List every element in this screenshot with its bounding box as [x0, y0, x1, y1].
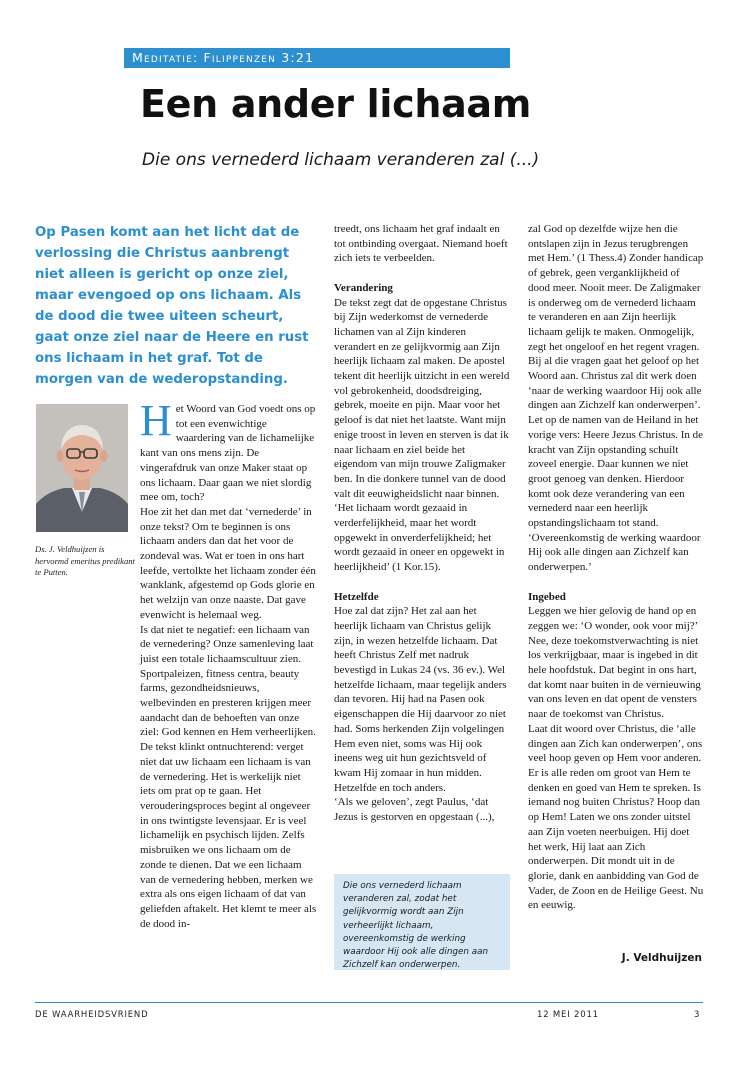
footer-publication: DE WAARHEIDSVRIEND [35, 1010, 149, 1020]
footer-rule [35, 1002, 703, 1003]
section-kicker: Meditatie: Filippenzen 3:21 [124, 48, 510, 68]
body-paragraph: zal God op dezelfde wijze hen die ontslapen zijn in Jezus terugbrengen met Hem.’ (1 Thess.4) Zonder handicap of gebrek, geen verganklijkheid of dood meer. Nooit meer. De Zaligmaker is onderweg om de vernederd lichaam te veranderen en aan Zijn heerlijk lichaam gelijk te maken. Onmogelijk, zegt het ongeloof en het regent vragen. Bij al die vragen gaat het geloof op het Woord aan. Christus zal dit werk doen ‘naar de werking waardoor Hij ook alle dingen aan Zichzelf kan onderwerpen’. Let op de namen van de Heiland in het vorige vers: Heere Jezus Christus. In de kracht van Zijn opstanding schuilt zoveel energie. Daar kunnen we niet groot genoeg van denken. Hierdoor komt ook deze verandering van een vernederd naar een heerlijk opstandingslichaam tot stand. ‘Overeenkomstig de werking waardoor Hij ook alle dingen aan Zichzelf kan onderwerpen.’ [528, 223, 704, 574]
author-signature: J. Veldhuijzen [621, 952, 702, 964]
drop-cap: H [140, 396, 172, 445]
article-column-3 [528, 222, 704, 913]
body-paragraph: Leggen we hier gelovig de hand op en zeggen we: ‘O wonder, ook voor mij?’ Nee, deze toekomstverwachting is niet los verkrijgbaar, maar is ingebed in dit hele hoofdstuk. Dat begint in ons hart, dat komt naar buiten in de vernieuwing van ons leven en dat opent de vensters naar de toekomst van Christus. [528, 605, 701, 721]
page-number: 3 [694, 1010, 701, 1020]
author-photo [36, 404, 128, 532]
subheading-verandering: Verandering [334, 281, 393, 294]
body-paragraph: Hoe zit het dan met dat ‘vernederde’ in onze tekst? Om te beginnen is ons lichaam anders dan dat het voor de zondeval was. Wat er toen in ons hart leefde, vertolkte het lichaam zonder één wanklank, afgestemd op Gods glorie en het welzijn van onze naaste. Dat gave evenwicht is helemaal weg. [140, 505, 316, 621]
subheading-hetzelfde: Hetzelfde [334, 590, 379, 603]
opening-text: et Woord van God voedt ons op tot een evenwichtige waardering van de lichamelijke kant van ons mens zijn. De vingerafdruk van onze Maker staat op ons lichaam. Daar gaan we niet slordig mee om, toch? [140, 403, 316, 504]
paragraph-spacer [334, 266, 510, 281]
footer-date: 12 MEI 2011 [537, 1010, 599, 1020]
lead-paragraph: Op Pasen komt aan het licht dat de verlossing die Christus aanbrengt niet alleen is gericht op onze ziel, maar evengoed op ons lichaam. Als de dood die twee uiteen scheurt, gaat onze ziel naar de Heere en rust ons lichaam in het graf. Tot de morgen van de wederopstanding. [35, 225, 309, 387]
photo-caption: Ds. J. Veldhuijzen is hervormd emeritus predikant te Putten. [35, 544, 135, 577]
body-paragraph: ‘Als we geloven’, zegt Paulus, ‘dat Jezus is gestorven en opgestaan (...), [334, 796, 495, 824]
body-paragraph: De tekst zegt dat de opgestane Christus bij Zijn wederkomst de vernederde lichamen van al Zijn kinderen verandert en ze gelijkvormig aan Zijn heerlijk lichaam zal maken. De apostel tekent dit heerlijk uitzicht in een wereld vol gebrokenheid, doodsdreiging, gebrek, moeite en pijn. Maar voor het geloof is dat niet het laatste. Want mijn enige troost in leven en sterven is dat ik naar lichaam en ziel beide het eigendom van mijn trouwe Zaligmaker ben. In die donkere tunnel van de dood valt dit eeuwigheidslicht naar binnen. ‘Het lichaam wordt gezaaid in verderfelijkheid, maar het wordt opgewekt in onverderfelijkheid; het wordt gezaaid in oneer en opgewekt in heerlijkheid’ (1 Kor.15). [334, 296, 510, 574]
author-portrait-illustration [36, 404, 128, 532]
article-title: Een ander lichaam [140, 82, 532, 126]
body-paragraph: Hoe zal dat zijn? Het zal aan het heerlijk lichaam van Christus gelijk zijn, in wezen hetzelfde lichaam. Dat heeft Christus Zelf met nadruk bevestigd in Lukas 24 (vs. 36 ev.). Wel hetzelfde lichaam, maar tegelijk anders dan tevoren. Hij had na Pasen ook eigenschappen die Hij daarvoor zo niet had. Soms herkenden Zijn volgelingen Hem even niet, soms was Hij ook ineens weg uit hun gezichtsveld of kwam Hij zomaar in hun midden. Hetzelfde en toch anders. [334, 605, 507, 794]
body-paragraph: treedt, ons lichaam het graf indaalt en tot ontbinding overgaat. Niemand hoeft zich iets te verbeelden. [334, 223, 508, 265]
body-paragraph: De tekst klinkt ontnuchterend: verget niet dat uw lichaam een lichaam is van de vernedering. Het is werkelijk niet iets om prat op te gaan. Het verouderingsproces begint al ongeveer in ons twintigste levensjaar. Er is veel lichamelijk en psychisch lijden. Zelfs misbruiken we ons lichaam om de zonde te dienen. Dat we een lichaam van de vernedering hebben, merken we extra als ons eigen lichaam of dat van geliefden aftakelt. Het klemt te meer als de dood in- [140, 741, 317, 930]
paragraph-spacer [334, 575, 510, 590]
body-paragraph: Laat dit woord over Christus, die ‘alle dingen aan Zich kan onderwerpen’, ons veel hoop geven op Hem voor anderen. Er is alle reden om groot van Hem te denken en goed van Hem te spreken. Is iemand nog buiten Christus? Hoop dan op Hem! Laten we ons zonder uitstel aan Zijn voeten neerbuigen. Hij doet het werk, Hij laat aan Zich onderwerpen. Dit mondt uit in de glorie, dank en aanbidding van God de Vader, de Zoon en de Heilige Geest. Nu en eeuwig. [528, 722, 704, 912]
article-subtitle: Die ons vernederd lichaam veranderen zal (...) [142, 150, 540, 170]
article-column-2 [334, 222, 510, 825]
body-paragraph: Is dat niet te negatief: een lichaam van de vernedering? Onze samenleving laat juist een totale lichaamscultuur zien. Sportpaleizen, fitness centra, beauty farms, gezondheidsnieuws, welbevinden en presteren krijgen meer aandacht dan de behoeften van onze ziel: God kennen en Hem verheerlijken. [140, 623, 316, 739]
opening-paragraph [140, 396, 317, 505]
pull-quote: Die ons vernederd lichaam veranderen zal, zodat het gelijkvormig wordt aan Zijn verheerlijkt lichaam, overeenkomstig de werking waardoor Hij ook alle dingen aan Zichzelf kan onderwerpen. [334, 874, 510, 970]
article-column-1 [140, 396, 317, 931]
subheading-ingebed: Ingebed [528, 590, 566, 603]
paragraph-spacer [528, 575, 704, 590]
